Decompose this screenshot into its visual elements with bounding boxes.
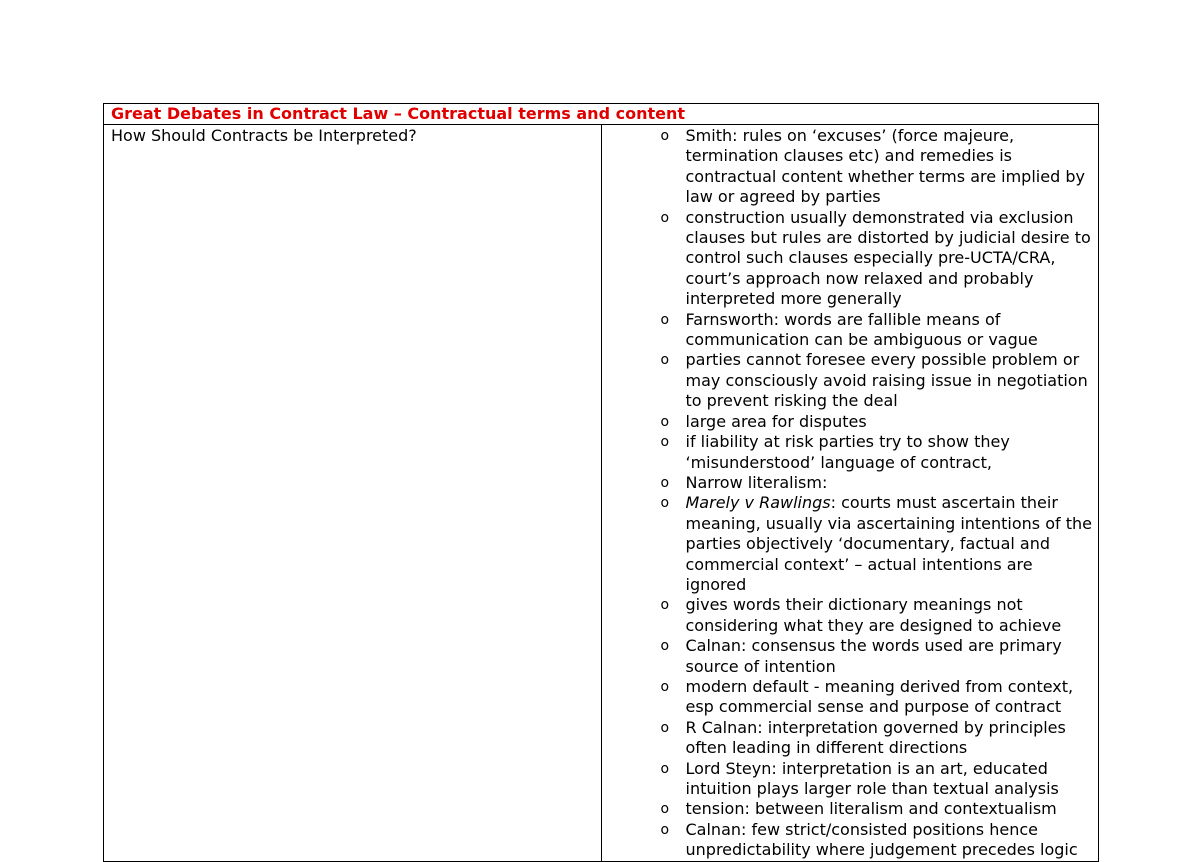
bullet-icon: o	[660, 638, 670, 655]
bullet-icon: o	[660, 311, 670, 328]
note-text: : courts must ascertain their meaning, usually via ascertaining intentions of the parties objectively ‘documentary, factual and commercial context’ – actual intentions are ignored	[685, 493, 1092, 594]
notes-table	[103, 103, 1099, 862]
note-text: if liability at risk parties try to show they ‘misunderstood’ language of contract,	[685, 432, 1010, 472]
bullet-icon: o	[660, 128, 670, 144]
note-text: modern default - meaning derived from context, esp commercial sense and purpose of contract	[685, 676, 1074, 717]
list-item	[660, 595, 1093, 636]
bullet-icon: o	[660, 352, 670, 369]
list-item	[660, 432, 1093, 473]
content-row	[104, 125, 1099, 862]
list-item	[660, 676, 1093, 718]
bullet-icon: o	[660, 413, 670, 430]
note-text: tension: between literalism and contextualism	[685, 799, 1057, 819]
bullet-icon: o	[660, 495, 670, 512]
note-text: large area for disputes	[685, 411, 867, 431]
notes-cell	[601, 125, 1099, 862]
note-text: construction usually demonstrated via exclusion clauses but rules are distorted by judicial desire to control such clauses especially pre-UCTA/CRA, court’s approach now relaxed and probably interpreted more generally	[685, 207, 1091, 309]
list-item	[660, 493, 1093, 595]
list-item	[660, 758, 1093, 800]
note-text: gives words their dictionary meanings not considering what they are designed to achieve	[685, 595, 1062, 635]
bullet-icon: o	[660, 801, 670, 818]
list-item	[660, 309, 1093, 351]
bullet-icon: o	[660, 474, 670, 491]
case-name: Marely v Rawlings	[685, 493, 831, 513]
bullet-icon: o	[660, 597, 670, 614]
list-item	[660, 350, 1093, 411]
note-text: Smith: rules on ‘excuses’ (force majeure, termination clauses etc) and remedies is contractual content whether terms are implied by law or agreed by parties	[685, 126, 1085, 207]
list-item	[660, 819, 1093, 861]
list-item	[660, 799, 1093, 819]
note-text: Farnsworth: words are fallible means of communication can be ambiguous or vague	[685, 309, 1038, 350]
title-row	[104, 104, 1099, 125]
list-item	[660, 411, 1093, 432]
note-text: Narrow literalism:	[685, 472, 828, 492]
list-item	[660, 472, 1093, 493]
note-text: Lord Steyn: interpretation is an art, educated intuition plays larger role than textual analysis	[685, 758, 1059, 798]
note-text: parties cannot foresee every possible problem or may consciously avoid raising issue in negotiation to prevent risking the deal	[685, 350, 1088, 411]
topic-question: How Should Contracts be Interpreted?	[104, 125, 602, 862]
note-text: Calnan: consensus the words used are primary source of intention	[685, 636, 1062, 676]
bullet-icon: o	[660, 434, 670, 451]
document-title: Great Debates in Contract Law – Contractual terms and content	[104, 104, 1099, 125]
bullet-icon: o	[660, 719, 670, 736]
bullet-icon: o	[660, 821, 670, 838]
note-text: Calnan: few strict/consisted positions hence unpredictability where judgement precedes logic	[685, 819, 1078, 860]
bullet-icon: o	[660, 209, 670, 226]
bullet-icon: o	[660, 678, 670, 695]
note-text: R Calnan: interpretation governed by principles often leading in different directions	[685, 717, 1066, 758]
list-item	[660, 636, 1093, 677]
list-item	[660, 126, 1093, 208]
list-item	[660, 717, 1093, 759]
list-item	[660, 207, 1093, 310]
notes-list	[602, 126, 1093, 861]
bullet-icon: o	[660, 760, 670, 777]
